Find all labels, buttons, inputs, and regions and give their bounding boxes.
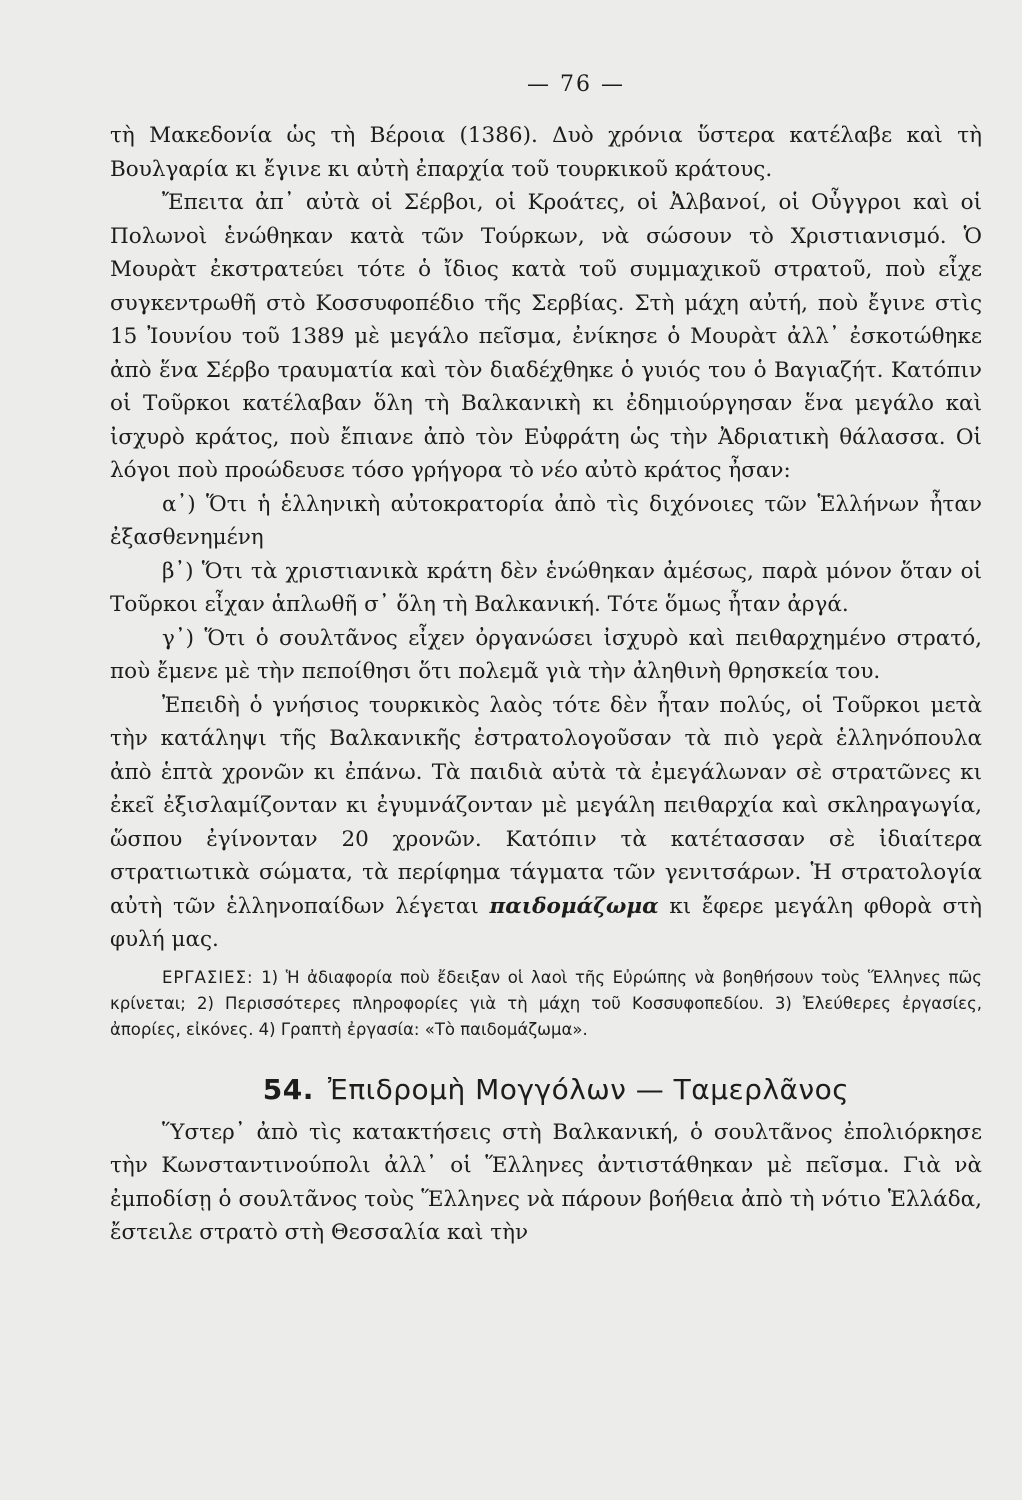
- section-heading: [110, 1073, 982, 1106]
- reason-b: β᾽) Ὅτι τὰ χριστιανικὰ κράτη δὲν ἑνώθηκαν ἀμέσως, παρὰ μόνον ὅταν οἱ Τοῦρκοι εἶχαν ἁπλωθῆ σ᾽ ὅλη τὴ Βαλκανική. Τότε ὅμως ἦταν ἀργά.: [110, 558, 982, 617]
- reason-c: γ᾽) Ὅτι ὁ σουλτᾶνος εἶχεν ὀργανώσει ἰσχυρὸ καὶ πειθαρχημένο στρατό, ποὺ ἔμενε μὲ τὴν πεποίθησι ὅτι πολεμᾶ γιὰ τὴν ἀληθινὴ θρησκεία του.: [110, 625, 982, 684]
- section-body: [110, 1116, 982, 1250]
- page-number: — 76 —: [527, 72, 625, 97]
- exercises-label: ΕΡΓΑΣΙΕΣ:: [162, 967, 254, 987]
- paragraph-devshirme: [110, 689, 982, 957]
- devshirme-text: Ἐπειδὴ ὁ γνήσιος τουρκικὸς λαὸς τότε δὲν ἦταν πολύς, οἱ Τοῦρκοι μετὰ τὴν κατάληψι τῆς Βαλκανικῆς ἐστρατολογοῦσαν τὰ πιὸ γερὰ ἑλληνόπουλα ἀπὸ ἑπτὰ χρονῶν κι ἐπάνω. Τὰ παιδιὰ αὐτὰ τὰ ἐμεγάλωναν σὲ στρατῶνες κι ἐκεῖ ἐξισλαμίζονταν κι ἐγυμνάζονταν μὲ μεγάλη πειθαρχία καὶ σκληραγωγία, ὥσπου ἐγίνονταν 20 χρονῶν. Κατόπιν τὰ κατέτασσαν σὲ ἰδιαίτερα στρατιωτικὰ σώματα, τὰ περίφημα τάγματα τῶν γενιτσάρων. Ἡ στρατολογία αὐτὴ τῶν ἑλληνοπαίδων λέγεται: [110, 692, 982, 919]
- section-title: Ἐπιδρομὴ Μογγόλων — Ταμερλᾶνος: [327, 1072, 850, 1106]
- exercises-text: 1) Ἡ ἀδιαφορία ποὺ ἔδειξαν οἱ λαοὶ τῆς Εὐρώπης νὰ βοηθήσουν τοὺς Ἕλληνες πῶς κρίνεται; 2) Περισσότερες πληροφορίες γιὰ τὴ μάχη τοῦ Κοσσυφοπεδίου. 3) Ἐλεύθερες ἐργασίες, ἀπορίες, εἰκόνες. 4) Γραπτὴ ἐργασία: «Τὸ παιδομάζωμα».: [110, 967, 982, 1039]
- devshirme-term: παιδομάζωμα: [489, 893, 659, 919]
- chapter-body: [110, 119, 982, 957]
- paragraph-alliance: Ἔπειτα ἀπ᾽ αὐτὰ οἱ Σέρβοι, οἱ Κροάτες, οἱ Ἀλβανοί, οἱ Οὖγγροι καὶ οἱ Πολωνοὶ ἑνώθηκαν κατὰ τῶν Τούρκων, νὰ σώσουν τὸ Χριστιανισμό. Ὁ Μουρὰτ ἐκστρατεύει τότε ὁ ἴδιος κατὰ τοῦ συμμαχικοῦ στρατοῦ, ποὺ εἶχε συγκεντρωθῆ στὸ Κοσσυφοπέδιο τῆς Σερβίας. Στὴ μάχη αὐτή, ποὺ ἔγινε στὶς 15 Ἰουνίου τοῦ 1389 μὲ μεγάλο πεῖσμα, ἐνίκησε ὁ Μουρὰτ ἀλλ᾽ ἐσκοτώθηκε ἀπὸ ἕνα Σέρβο τραυματία καὶ τὸν διαδέχθηκε ὁ γυιός του ὁ Βαγιαζήτ. Κατόπιν οἱ Τοῦρκοι κατέλαβαν ὅλη τὴ Βαλκανικὴ κι ἐδημιούργησαν ἕνα μεγάλο καὶ ἰσχυρὸ κράτος, ποὺ ἔπιανε ἀπὸ τὸν Εὐφράτη ὡς τὴν Ἀδριατικὴ θάλασσα. Οἱ λόγοι ποὺ προώδευσε τόσο γρήγορα τὸ νέο αὐτὸ κράτος ἦσαν:: [110, 190, 982, 483]
- section-number: 54.: [262, 1072, 314, 1106]
- section-paragraph: Ὕστερ᾽ ἀπὸ τὶς κατακτήσεις στὴ Βαλκανική, ὁ σουλτᾶνος ἐπολιόρκησε τὴν Κωνσταντινούπολι ἀλλ᾽ οἱ Ἕλληνες ἀντιστάθηκαν μὲ πεῖσμα. Γιὰ νὰ ἐμποδίσῃ ὁ σουλτᾶνος τοὺς Ἕλληνες νὰ πάρουν βοήθεια ἀπὸ τὴ νότιο Ἑλλάδα, ἔστειλε στρατὸ στὴ Θεσσαλία καὶ τὴν: [110, 1119, 982, 1245]
- exercises-block: [110, 965, 982, 1043]
- paragraph-continuation: τὴ Μακεδονία ὡς τὴ Βέροια (1386). Δυὸ χρόνια ὕστερα κατέλαβε καὶ τὴ Βουλγαρία κι ἔγινε κι αὐτὴ ἐπαρχία τοῦ τουρκικοῦ κράτους.: [110, 123, 982, 182]
- devshirme-text-end: κι ἔφερε μεγάλη φθορὰ στὴ φυλή μας.: [110, 893, 982, 952]
- reason-a: α᾽) Ὅτι ἡ ἑλληνικὴ αὐτοκρατορία ἀπὸ τὶς διχόνοιες τῶν Ἑλλήνων ἦταν ἐξασθενημένη: [110, 491, 982, 550]
